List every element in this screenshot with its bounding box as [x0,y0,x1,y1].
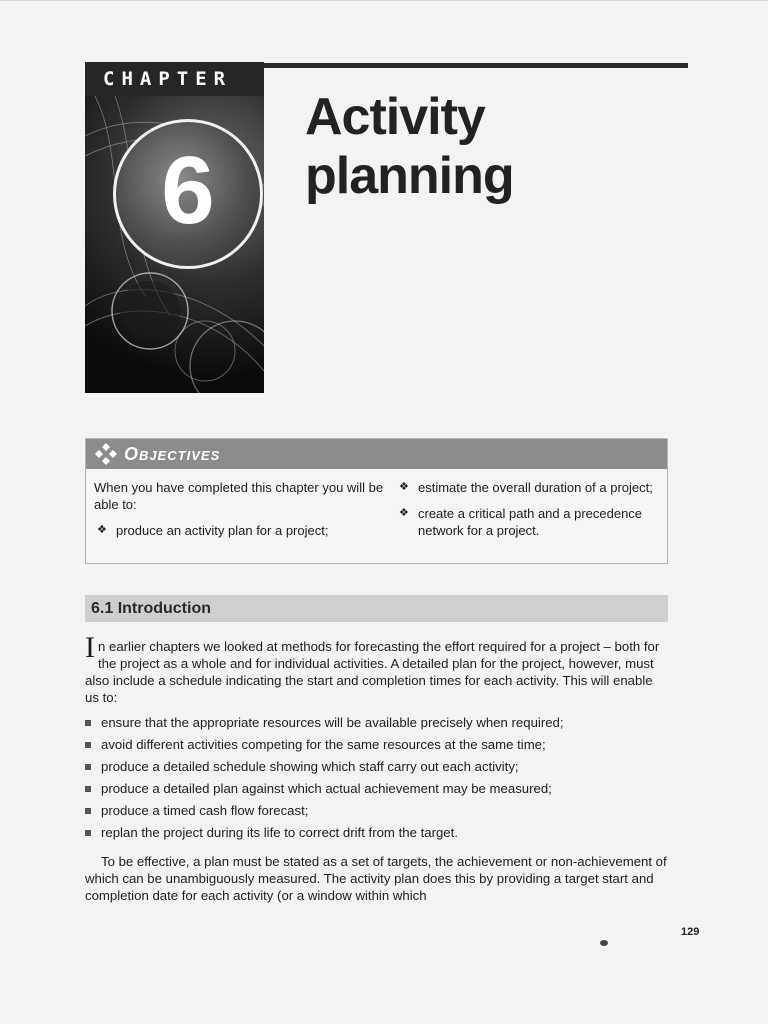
square-bullet-icon [85,786,91,792]
objectives-left-column [94,479,384,548]
objectives-title: Objectives [124,444,221,464]
square-bullet-icon [85,720,91,726]
drop-cap: I [85,631,95,664]
diamond-bullet-icon: ❖ [97,524,107,536]
chapter-number: 6 [161,137,215,244]
objectives-box [85,438,668,564]
list-item: produce a detailed schedule showing which staff carry out each activity; [85,756,668,778]
diamond-cluster-icon [94,442,118,466]
list-item: ensure that the appropriate resources will be available precisely when required; [85,712,668,734]
list-item: produce a detailed plan against which actual achievement may be measured; [85,778,668,800]
chapter-title-line1: Activity [305,88,485,146]
section-heading: 6.1 Introduction [91,600,211,617]
objectives-intro: When you have completed this chapter you will be able to: [94,480,384,512]
objective-item: ❖ create a critical path and a precedence network for a project. [399,506,643,538]
list-item: produce a timed cash flow forecast; [85,800,668,822]
objective-item: ❖ estimate the overall duration of a project; [399,480,653,495]
list-item: avoid different activities competing for the same resources at the same time; [85,734,668,756]
scan-smudge [600,940,608,946]
square-bullet-icon [85,742,91,748]
chapter-title-line2: planning [305,147,514,205]
objectives-header [86,439,667,469]
square-bullet-icon [85,830,91,836]
square-bullet-icon [85,808,91,814]
chapter-rule [262,63,688,68]
list-item: replan the project during its life to correct drift from the target. [85,822,668,844]
diamond-bullet-icon: ❖ [399,481,409,493]
closing-paragraph: To be effective, a plan must be stated as a set of targets, the achievement or non-achievement of which can be unambiguously measured. The activity plan does this by providing a target start and completion date for each activity (or a window within which [85,854,667,903]
objectives-right-column [396,479,662,548]
page-number: 129 [681,926,700,938]
section-heading-bar [85,595,668,622]
diamond-bullet-icon: ❖ [399,507,409,519]
benefits-list [85,712,668,844]
page-top-edge [0,0,768,1]
chapter-title [305,88,514,206]
intro-paragraph [85,631,668,706]
objective-item: ❖ produce an activity plan for a project; [97,523,329,538]
chapter-label: CHAPTER [85,62,264,96]
intro-paragraph-text: n earlier chapters we looked at methods for forecasting the effort required for a project – both for the project as a whole and for individual activities. A detailed plan for the project, however, must also include a schedule indicating the start and completion times for each activity. This will enable us to: [85,639,660,705]
square-bullet-icon [85,764,91,770]
